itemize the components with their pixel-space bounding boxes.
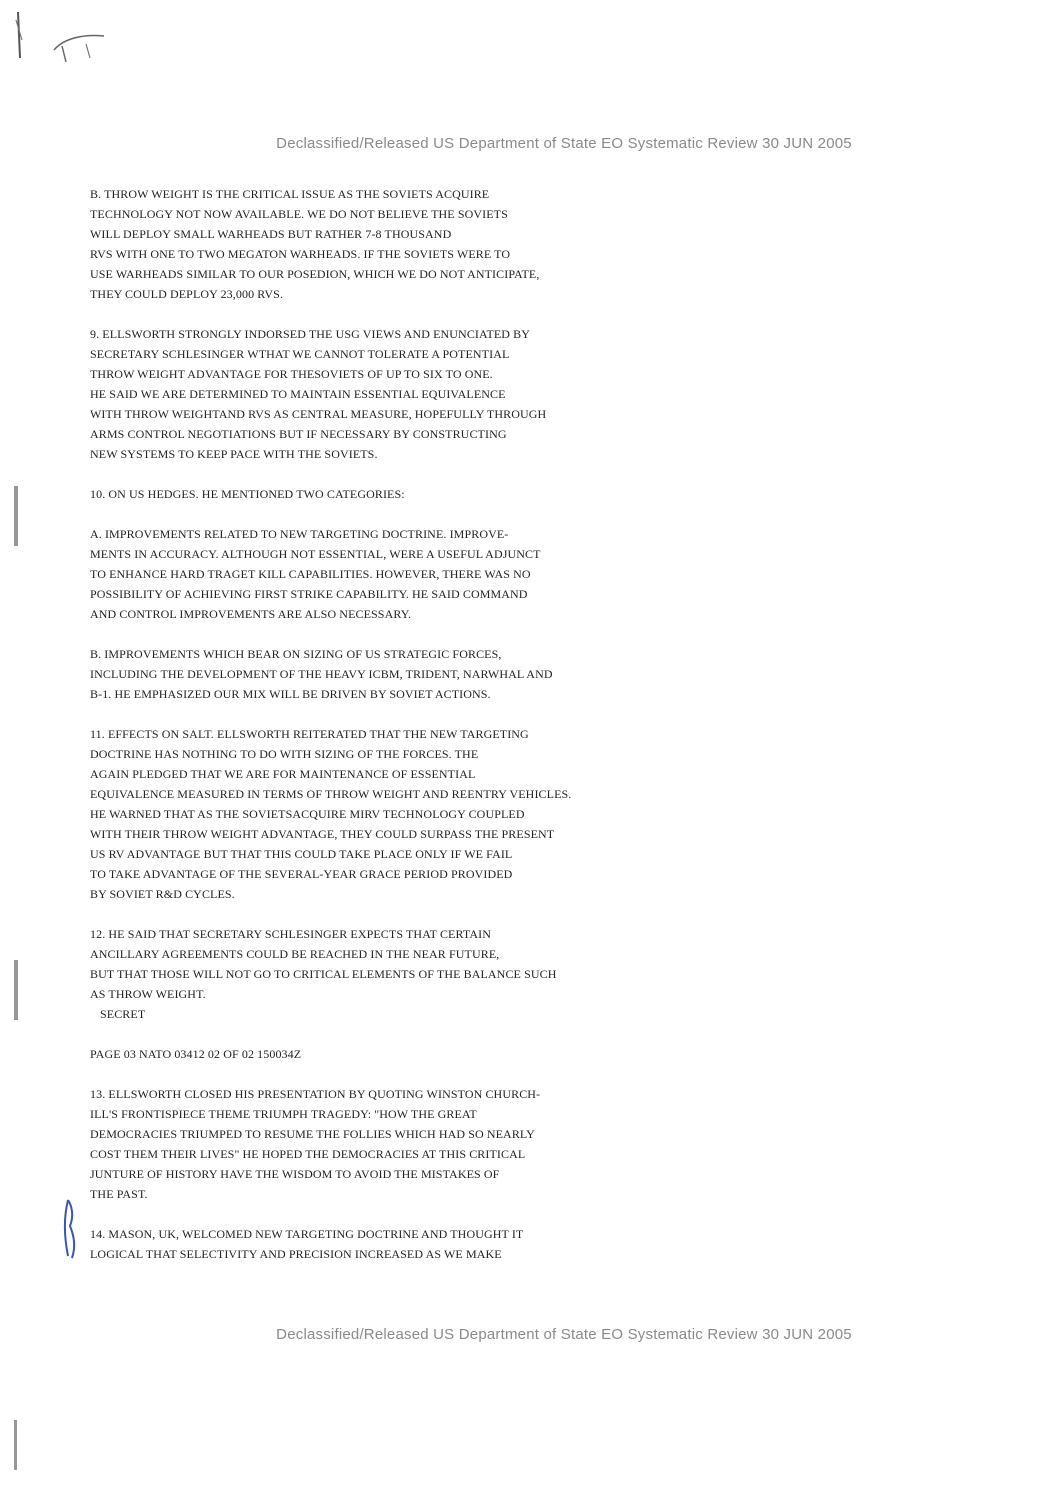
- text-line: B. IMPROVEMENTS WHICH BEAR ON SIZING OF US STRATEGIC FORCES,: [90, 647, 502, 661]
- paragraph-13: [90, 1084, 650, 1204]
- pen-annotation-mark: [58, 1196, 88, 1266]
- text-line: HE SAID WE ARE DETERMINED TO MAINTAIN ESSENTIAL EQUIVALENCE: [90, 387, 506, 401]
- classification-marking: SECRET: [100, 1007, 146, 1021]
- page-reference-line: [90, 1044, 650, 1064]
- text-line: COST THEM THEIR LIVES" HE HOPED THE DEMOCRACIES AT THIS CRITICAL: [90, 1147, 526, 1161]
- paragraph-12: [90, 924, 650, 1004]
- paragraph-10a: [90, 524, 650, 624]
- text-line: WITH THEIR THROW WEIGHT ADVANTAGE, THEY COULD SURPASS THE PRESENT: [90, 827, 555, 841]
- binding-mark-3: [14, 1420, 17, 1470]
- text-line: DOCTRINE HAS NOTHING TO DO WITH SIZING OF THE FORCES. THE: [90, 747, 479, 761]
- text-line: TO TAKE ADVANTAGE OF THE SEVERAL-YEAR GRACE PERIOD PROVIDED: [90, 867, 513, 881]
- text-line: WILL DEPLOY SMALL WARHEADS BUT RATHER 7-8 THOUSAND: [90, 227, 452, 241]
- cable-body: [90, 184, 650, 1284]
- text-line: AS THROW WEIGHT.: [90, 987, 206, 1001]
- text-line: NEW SYSTEMS TO KEEP PACE WITH THE SOVIETS.: [90, 447, 378, 461]
- text-line: SECRETARY SCHLESINGER WTHAT WE CANNOT TOLERATE A POTENTIAL: [90, 347, 510, 361]
- text-line: TO ENHANCE HARD TRAGET KILL CAPABILITIES. HOWEVER, THERE WAS NO: [90, 567, 531, 581]
- text-line: USE WARHEADS SIMILAR TO OUR POSEDION, WHICH WE DO NOT ANTICIPATE,: [90, 267, 540, 281]
- paragraph-11: [90, 724, 650, 904]
- text-line: B. THROW WEIGHT IS THE CRITICAL ISSUE AS THE SOVIETS ACQUIRE: [90, 187, 490, 201]
- binding-mark-2: [14, 960, 18, 1020]
- text-line: HE WARNED THAT AS THE SOVIETSACQUIRE MIRV TECHNOLOGY COUPLED: [90, 807, 525, 821]
- corner-scribble-mark: [14, 10, 114, 70]
- declassification-stamp-footer: Declassified/Released US Department of State EO Systematic Review 30 JUN 2005: [276, 1326, 852, 1343]
- text-line: BY SOVIET R&D CYCLES.: [90, 887, 235, 901]
- text-line: 10. ON US HEDGES. HE MENTIONED TWO CATEGORIES:: [90, 487, 405, 501]
- text-line: JUNTURE OF HISTORY HAVE THE WISDOM TO AVOID THE MISTAKES OF: [90, 1167, 500, 1181]
- text-line: MENTS IN ACCURACY. ALTHOUGH NOT ESSENTIAL, WERE A USEFUL ADJUNCT: [90, 547, 541, 561]
- text-line: THE PAST.: [90, 1187, 148, 1201]
- text-line: US RV ADVANTAGE BUT THAT THIS COULD TAKE PLACE ONLY IF WE FAIL: [90, 847, 513, 861]
- text-line: 11. EFFECTS ON SALT. ELLSWORTH REITERATED THAT THE NEW TARGETING: [90, 727, 529, 741]
- text-line: B-1. HE EMPHASIZED OUR MIX WILL BE DRIVEN BY SOVIET ACTIONS.: [90, 687, 491, 701]
- text-line: TECHNOLOGY NOT NOW AVAILABLE. WE DO NOT BELIEVE THE SOVIETS: [90, 207, 508, 221]
- binding-mark-1: [14, 486, 18, 546]
- text-line: INCLUDING THE DEVELOPMENT OF THE HEAVY ICBM, TRIDENT, NARWHAL AND: [90, 667, 553, 681]
- text-line: EQUIVALENCE MEASURED IN TERMS OF THROW WEIGHT AND REENTRY VEHICLES.: [90, 787, 572, 801]
- text-line: A. IMPROVEMENTS RELATED TO NEW TARGETING DOCTRINE. IMPROVE-: [90, 527, 509, 541]
- paragraph-9: [90, 324, 650, 464]
- text-line: ILL'S FRONTISPIECE THEME TRIUMPH TRAGEDY: "HOW THE GREAT: [90, 1107, 477, 1121]
- paragraph-14: [90, 1224, 650, 1264]
- text-line: THROW WEIGHT ADVANTAGE FOR THESOVIETS OF UP TO SIX TO ONE.: [90, 367, 493, 381]
- text-line: RVS WITH ONE TO TWO MEGATON WARHEADS. IF THE SOVIETS WERE TO: [90, 247, 511, 261]
- text-line: 9. ELLSWORTH STRONGLY INDORSED THE USG VIEWS AND ENUNCIATED BY: [90, 327, 531, 341]
- declassification-stamp-header: Declassified/Released US Department of State EO Systematic Review 30 JUN 2005: [276, 135, 852, 152]
- page-line: PAGE 03 NATO 03412 02 OF 02 150034Z: [90, 1047, 302, 1061]
- text-line: THEY COULD DEPLOY 23,000 RVS.: [90, 287, 284, 301]
- text-line: ARMS CONTROL NEGOTIATIONS BUT IF NECESSARY BY CONSTRUCTING: [90, 427, 507, 441]
- text-line: 14. MASON, UK, WELCOMED NEW TARGETING DOCTRINE AND THOUGHT IT: [90, 1227, 524, 1241]
- text-line: BUT THAT THOSE WILL NOT GO TO CRITICAL ELEMENTS OF THE BALANCE SUCH: [90, 967, 557, 981]
- text-line: ANCILLARY AGREEMENTS COULD BE REACHED IN THE NEAR FUTURE,: [90, 947, 500, 961]
- text-line: WITH THROW WEIGHTAND RVS AS CENTRAL MEASURE, HOPEFULLY THROUGH: [90, 407, 547, 421]
- text-line: 12. HE SAID THAT SECRETARY SCHLESINGER EXPECTS THAT CERTAIN: [90, 927, 491, 941]
- text-line: POSSIBILITY OF ACHIEVING FIRST STRIKE CAPABILITY. HE SAID COMMAND: [90, 587, 528, 601]
- paragraph-10: [90, 484, 650, 504]
- paragraph-8b: [90, 184, 650, 304]
- text-line: AND CONTROL IMPROVEMENTS ARE ALSO NECESSARY.: [90, 607, 412, 621]
- text-line: DEMOCRACIES TRIUMPED TO RESUME THE FOLLIES WHICH HAD SO NEARLY: [90, 1127, 535, 1141]
- text-line: AGAIN PLEDGED THAT WE ARE FOR MAINTENANCE OF ESSENTIAL: [90, 767, 476, 781]
- paragraph-10b: [90, 644, 650, 704]
- text-line: LOGICAL THAT SELECTIVITY AND PRECISION INCREASED AS WE MAKE: [90, 1247, 502, 1261]
- text-line: 13. ELLSWORTH CLOSED HIS PRESENTATION BY QUOTING WINSTON CHURCH-: [90, 1087, 541, 1101]
